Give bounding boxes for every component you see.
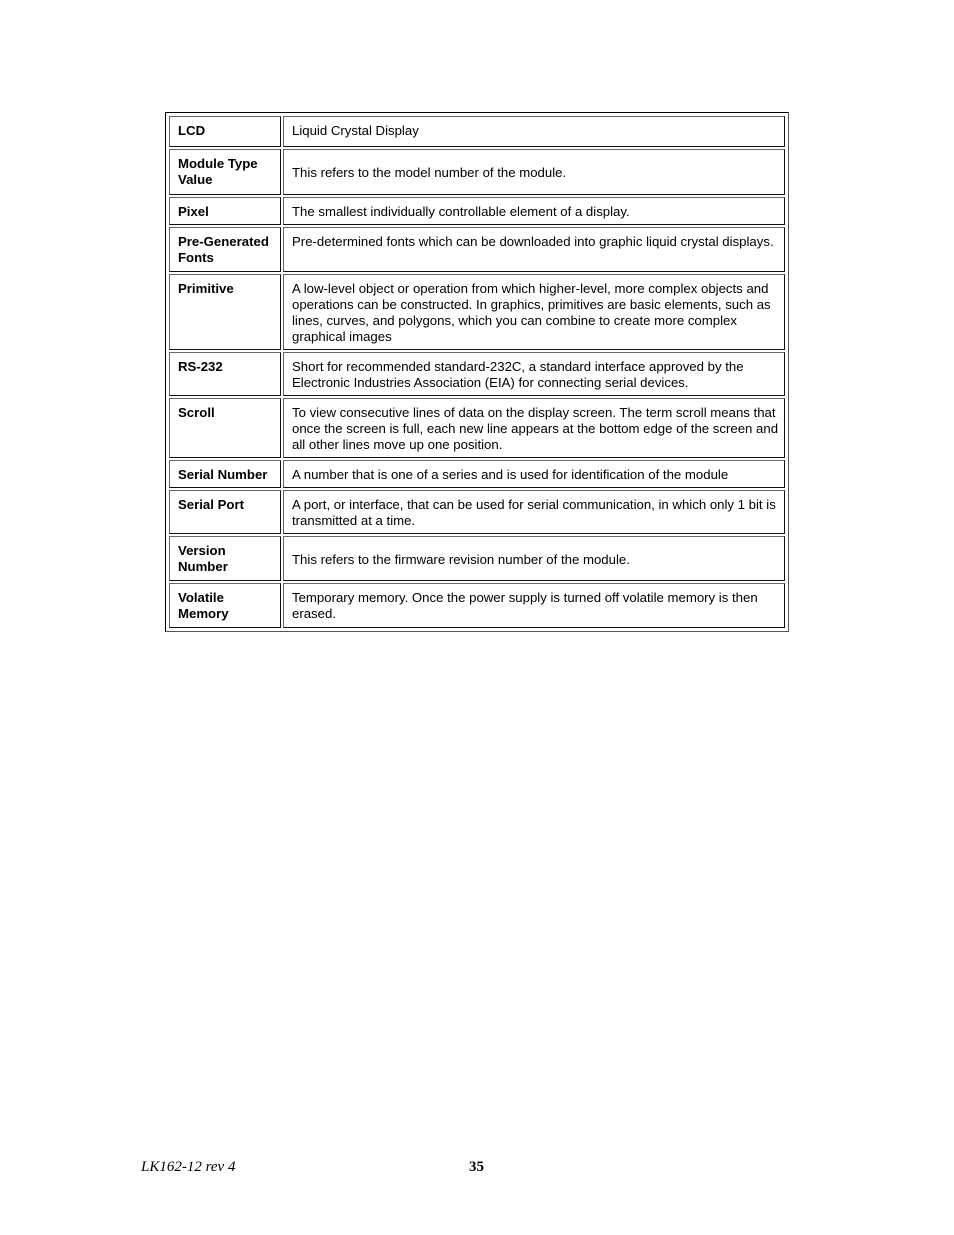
glossary-definition: Liquid Crystal Display [283, 116, 785, 147]
glossary-table-frame [165, 112, 789, 632]
glossary-term: Primitive [169, 274, 281, 350]
glossary-definition: A port, or interface, that can be used for serial communication, in which only 1 bit is transmitted at a time. [283, 490, 785, 534]
table-row [169, 149, 785, 195]
table-row [169, 536, 785, 581]
glossary-term: Pre-Generated Fonts [169, 227, 281, 272]
glossary-term: Serial Number [169, 460, 281, 488]
glossary-definition: A low-level object or operation from which higher-level, more complex objects and operations can be constructed. In graphics, primitives are basic elements, such as lines, curves, and polygons, which you can combine to create more complex graphical images [283, 274, 785, 350]
table-row [169, 398, 785, 458]
glossary-term: Module Type Value [169, 149, 281, 195]
glossary-term: Serial Port [169, 490, 281, 534]
glossary-definition: Short for recommended standard-232C, a standard interface approved by the Electronic Industries Association (EIA) for connecting serial devices. [283, 352, 785, 396]
glossary-term: Pixel [169, 197, 281, 225]
glossary-term: Volatile Memory [169, 583, 281, 628]
glossary-term: RS-232 [169, 352, 281, 396]
table-row [169, 460, 785, 488]
glossary-definition: Temporary memory. Once the power supply is turned off volatile memory is then erased. [283, 583, 785, 628]
table-row [169, 583, 785, 628]
glossary-definition: To view consecutive lines of data on the display screen. The term scroll means that once the screen is full, each new line appears at the bottom edge of the screen and all other lines move up one position. [283, 398, 785, 458]
table-row [169, 197, 785, 225]
footer-page-number: 35 [469, 1159, 484, 1175]
glossary-definition: This refers to the model number of the module. [283, 149, 785, 195]
footer-document-id: LK162-12 rev 4 [141, 1159, 236, 1175]
table-row [169, 274, 785, 350]
glossary-definition: The smallest individually controllable element of a display. [283, 197, 785, 225]
table-row [169, 116, 785, 147]
glossary-term: Scroll [169, 398, 281, 458]
glossary-term: Version Number [169, 536, 281, 581]
glossary-term: LCD [169, 116, 281, 147]
glossary-definition: Pre-determined fonts which can be downloaded into graphic liquid crystal displays. [283, 227, 785, 272]
table-row [169, 352, 785, 396]
glossary-definition: A number that is one of a series and is used for identification of the module [283, 460, 785, 488]
glossary-definition: This refers to the firmware revision number of the module. [283, 536, 785, 581]
table-row [169, 490, 785, 534]
glossary-table [167, 114, 787, 630]
table-row [169, 227, 785, 272]
